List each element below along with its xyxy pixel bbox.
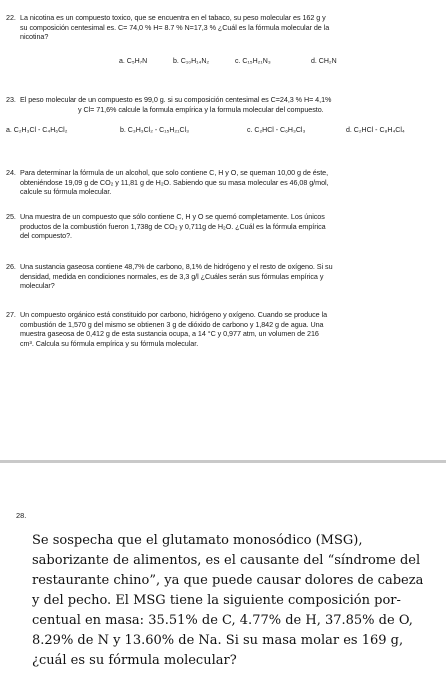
answer-option-b: b. C₁₀H₁₄N₂ (173, 58, 210, 65)
question-number: 28. (16, 511, 27, 520)
answer-option-c: c. C₂HCl - C₆H₃Cl₃ (247, 127, 306, 134)
answer-option-b: b. C₃H₃Cl₂ - C₁₅H₂₁Cl₃ (120, 127, 189, 134)
question-text-line: y del pecho. El MSG tiene la siguiente composición por- (32, 593, 401, 608)
question-number: 27. (6, 310, 16, 319)
question-number: 26. (6, 262, 16, 271)
question-22 (6, 13, 438, 42)
question-number: 23. (6, 95, 16, 104)
answer-options (0, 57, 446, 67)
question-text-line: restaurante chino”, ya que puede causar dolores de cabeza (32, 573, 424, 588)
question-number: 24. (6, 168, 16, 177)
question-23 (6, 95, 438, 114)
question-text-line: La nicotina es un compuesto toxico, que se encuentra en el tabaco, su peso molecular es 162 g y (20, 13, 326, 22)
answer-option-a: a. C₅H₇N (119, 58, 148, 65)
question-text-line: cm³. Calcula su fórmula empírica y su fórmula molecular. (20, 338, 199, 348)
question-text-line: molecular? (20, 281, 55, 291)
question-25 (6, 212, 438, 241)
question-text-line: Una sustancia gaseosa contiene 48,7% de carbono, 8,1% de hidrógeno y el resto de oxígeno. Si su (20, 262, 333, 271)
question-text-line: densidad, medida en condiciones normales, es de 3,3 g/l ¿Cuáles serán sus fórmulas empírica y (20, 271, 324, 281)
question-24 (6, 168, 438, 197)
question-text-line: Una muestra de un compuesto que sólo contiene C, H y O se quemó completamente. Los únicos (20, 212, 325, 221)
question-number: 25. (6, 212, 16, 221)
question-28-text (32, 531, 424, 671)
question-text-line: ¿cuál es su fórmula molecular? (32, 653, 237, 668)
worksheet-page-2 (0, 463, 446, 675)
question-text-line: obteniéndose 19,09 g de CO₂ y 11,81 g de H₂O. Sabiendo que su masa molecular es 46,08 g/mol, (20, 177, 329, 187)
answer-option-d: d. C₂HCl - C₈H₄Cl₄ (346, 127, 405, 134)
question-text-line: del compuesto?. (20, 231, 72, 241)
question-text-line: calcule su fórmula molecular. (20, 187, 112, 197)
question-text-line: Un compuesto orgánico está constituido por carbono, hidrógeno y oxígeno. Cuando se produce la (20, 310, 328, 319)
question-text-line: muestra gaseosa de 0,412 g de esta sustancia ocupa, a 14 °C y 0,977 atm, un volumen de 216 (20, 329, 319, 339)
question-text-line: productos de la combustión fueron 1,738g de CO₂ y 0,711g de H₂O. ¿Cuál es la fórmula empírica (20, 221, 326, 231)
question-text-line: 8.29% de N y 13.60% de Na. Si su masa molar es 169 g, (32, 633, 404, 648)
question-text-line: su composición centesimal es. C= 74,0 % H= 8.7 % N=17,3 % ¿Cuál es la fórmula molecular de la (20, 22, 330, 32)
answer-option-a: a. C₂H₃Cl - C₄H₆Cl₂ (6, 127, 68, 134)
question-text-line: saborizante de alimentos, es el causante del “síndrome del (32, 553, 421, 568)
question-text-line: centual en masa: 35.51% de C, 4.77% de H, 37.85% de O, (32, 613, 413, 628)
question-26 (6, 262, 438, 291)
question-number: 22. (6, 13, 16, 22)
question-text-line: Se sospecha que el glutamato monosódico (MSG), (32, 533, 363, 548)
question-text-line: El peso molecular de un compuesto es 99,0 g. si su composición centesimal es C=24,3 % H= 4,1% (20, 95, 332, 104)
answer-option-d: d. CH₂N (311, 58, 337, 65)
question-text-line: Para determinar la fórmula de un alcohol, que solo contiene C, H y O, se queman 10,00 g de éste, (20, 168, 329, 177)
question-text-line: nicotina? (20, 32, 49, 42)
question-text-line: combustión de 1,570 g del mismo se obtienen 3 g de dióxido de carbono y 1,842 g de agua. Una (20, 319, 324, 329)
question-text-line: y Cl= 71,6% calcule la formula empírica y la formula molecular del compuesto. (78, 104, 324, 114)
answer-option-c: c. C₁₅H₂₁N₃ (235, 58, 271, 65)
question-27 (6, 310, 438, 348)
answer-options (0, 126, 446, 136)
